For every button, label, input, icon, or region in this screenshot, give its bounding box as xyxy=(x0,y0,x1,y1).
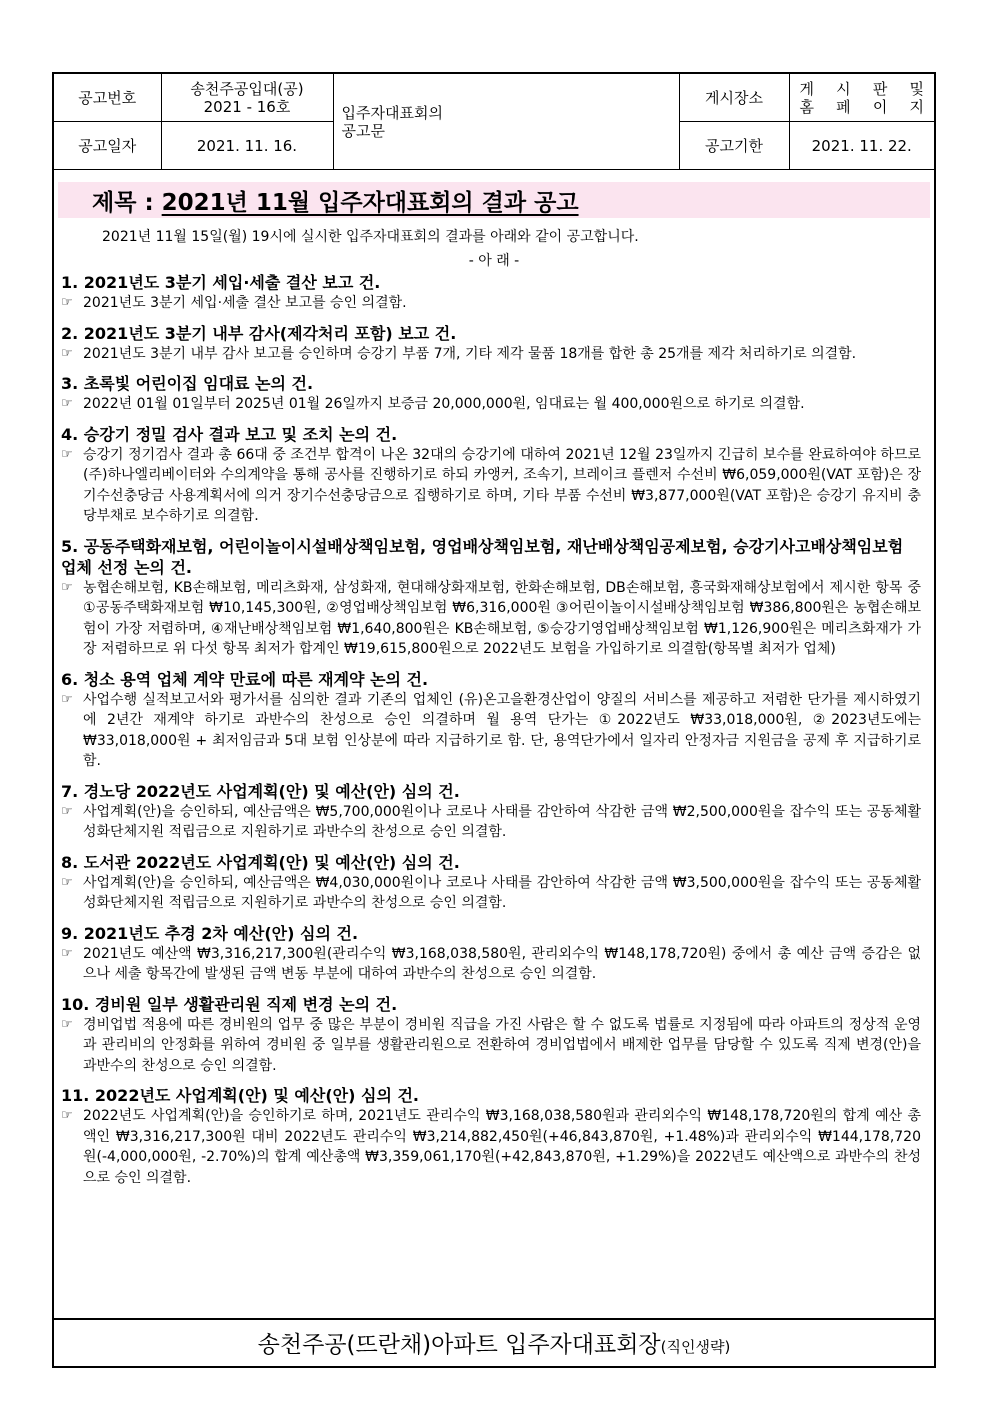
pointing-hand-icon: ☞ xyxy=(61,446,73,462)
notice-document xyxy=(52,72,936,1368)
agenda-item-title: 7. 경노당 2022년도 사업계획(안) 및 예산(안) 심의 건. xyxy=(61,781,460,801)
notice-date-label: 공고일자 xyxy=(54,122,161,170)
notice-period-label: 공고기한 xyxy=(679,122,789,170)
resolution-text: 2022년도 사업계획(안)을 승인하기로 하며, 2021년도 관리수익 ₩3,168,038,580원과 관리외수익 ₩148,178,720원의 합계 예산 총액인 ₩3,316,217,300원 대비 2022년도 관리수익 ₩3,214,882,450원(+46,843,870원, +1.48%)과 관리외수익 ₩144,178,720원(-4,000,000원, -2.70%)의 합계 예산총액 ₩3,359,061,170원(+42,843,870원, +1.29%)을 2022년도 예산액으로 과반수의 찬성으로 승인 의결함. xyxy=(83,1108,921,1186)
agenda-item-title: 2. 2021년도 3분기 내부 감사(제각처리 포함) 보고 건. xyxy=(61,323,457,343)
resolution-text: 2021년도 3분기 내부 감사 보고를 승인하며 승강기 부품 7개, 기타 제각 물품 18개를 합한 총 25개를 제각 처리하기로 의결함. xyxy=(83,345,857,362)
agenda-item xyxy=(61,923,921,985)
agenda-item-resolution xyxy=(61,578,921,660)
agenda-item xyxy=(61,781,921,843)
signature-line: 송천주공(뜨란채)아파트 입주자대표회장(직인생략) xyxy=(54,1318,934,1370)
agenda-item-resolution xyxy=(61,690,921,772)
agenda-item-title: 5. 공동주택화재보험, 어린이놀이시설배상책임보험, 영업배상책임보험, 재난배상책임공제보험, 승강기사고배상책임보험 업체 선정 논의 건. xyxy=(61,536,904,577)
agenda-item xyxy=(61,669,921,772)
agenda-item-title: 11. 2022년도 사업계획(안) 및 예산(안) 심의 건. xyxy=(61,1086,420,1105)
below-marker: - 아 래 - xyxy=(468,253,520,269)
agenda-item-resolution xyxy=(61,944,921,985)
agenda-item-title: 10. 경비원 일부 생활관리원 직제 변경 논의 건. xyxy=(61,994,398,1014)
resolution-text: 경비업법 적용에 따른 경비원의 업무 중 많은 부분이 경비원 직급을 가진 사람은 할 수 없도록 법률로 지정됨에 따라 아파트의 정상적 운영과 관리비의 안정화를 위하여 경비원 중 일부를 생활관리원으로 전환하여 경비업법에서 배제한 업무를 담당할 수 있도록 직제 변경(안)을 과반수의 찬성으로 승인 의결함. xyxy=(83,1016,921,1074)
posting-place-value: 게 시 판 및 홈 페 이 지 xyxy=(789,74,934,122)
resolution-text: 승강기 정기검사 결과 총 66대 중 조건부 합격이 나온 32대의 승강기에 대하여 2021년 12월 23일까지 긴급히 보수를 완료하여야 하므로 (주)하나엘리베이터와 수의계약을 통해 공사를 진행하기로 하되 카앵커, 조속기, 브레이크 플렌저 수선비 ₩6,059,000원(VAT 포함)은 장기수선충당금 사용계획서에 의거 장기수선충당금으로 집행하기로 하며, 기타 부품 수선비 ₩3,877,000원(VAT 포함)은 승강기 유지비 충당부채로 보수하기로 의결함. xyxy=(83,446,921,524)
agenda-item-resolution xyxy=(61,445,921,527)
agenda-item-title: 4. 승강기 정밀 검사 결과 보고 및 조치 논의 건. xyxy=(61,424,398,444)
document-title: 입주자대표회의 공고문 xyxy=(333,74,679,170)
resolution-text: 2021년도 3분기 세입·세출 결산 보고를 승인 의결함. xyxy=(83,295,407,311)
pointing-hand-icon: ☞ xyxy=(61,396,73,411)
agenda-item xyxy=(61,272,921,314)
posting-place-label: 게시장소 xyxy=(679,74,789,122)
agenda-item-resolution xyxy=(61,293,921,314)
agenda-item xyxy=(61,852,921,914)
agenda-item-title: 6. 청소 용역 업체 계약 만료에 따른 재계약 논의 건. xyxy=(61,669,429,689)
agenda-item-title: 8. 도서관 2022년도 사업계획(안) 및 예산(안) 심의 건. xyxy=(61,852,460,872)
agenda-item-title: 1. 2021년도 3분기 세입·세출 결산 보고 건. xyxy=(61,273,381,292)
notice-date-value: 2021. 11. 16. xyxy=(161,122,333,170)
pointing-hand-icon: ☞ xyxy=(61,579,73,595)
notice-number-value: 송천주공입대(공) 2021 - 16호 xyxy=(161,74,333,122)
agenda-item-resolution xyxy=(61,344,921,365)
agenda-item-resolution xyxy=(61,394,921,415)
agenda-list xyxy=(61,272,921,1197)
agenda-item-title: 3. 초록빛 어린이집 임대료 논의 건. xyxy=(61,374,314,393)
pointing-hand-icon: ☞ xyxy=(61,1108,73,1123)
pointing-hand-icon: ☞ xyxy=(61,803,73,819)
resolution-text: 2021년도 예산액 ₩3,316,217,300원(관리수익 ₩3,168,038,580원, 관리외수익 ₩148,178,720원) 중에서 총 예산 금액 증감은 없으나 세출 항목간에 발생된 금액 변동 부분에 대하여 과반수의 찬성으로 승인 의결함. xyxy=(83,945,921,982)
pointing-hand-icon: ☞ xyxy=(61,295,73,310)
notice-period-value: 2021. 11. 22. xyxy=(789,122,934,170)
intro-text: 2021년 11월 15일(월) 19시에 실시한 입주자대표회의 결과를 아래와 같이 공고합니다. xyxy=(102,229,639,245)
subject-bar xyxy=(58,182,930,218)
resolution-text: 사업수행 실적보고서와 평가서를 심의한 결과 기존의 업체인 (유)온고을환경산업이 양질의 서비스를 제공하고 저렴한 단가를 제시하였기에 2년간 재계약 하기로 과반수의 찬성으로 승인 의결하며 월 용역 단가는 ①2022년도 ₩33,018,000원, ②2023년도에는 ₩33,018,000원 + 최저임금과 5대 보험 인상분에 따라 지급하기로 함. 단, 용역단가에서 일자리 안정자금 지원금을 공제 후 지급하기로 함. xyxy=(83,691,921,769)
header-table xyxy=(54,74,934,170)
agenda-item-resolution xyxy=(61,1015,921,1077)
resolution-text: 농협손해보험, KB손해보험, 메리츠화재, 삼성화재, 현대해상화재보험, 한화손해보험, DB손해보험, 흥국화재해상보험에서 제시한 항목 중 ①공동주택화재보험 ₩10,145,300원, ②영업배상책임보험 ₩6,316,000원 ③어린이놀이시설배상책임보험 ₩386,800원은 농협손해보험이 가장 저렴하며, ④재난배상책임보험 ₩1,640,800원은 KB손해보험, ⑤승강기영업배상책임보험 ₩1,126,900원은 메리츠화재가 가장 저렴하므로 위 다섯 항목 최저가 합계인 ₩19,615,800원으로 2022년도 보험을 가입하기로 의결함(항목별 최저가 업체) xyxy=(83,579,921,657)
notice-number-label: 공고번호 xyxy=(54,74,161,122)
resolution-text: 2022년 01월 01일부터 2025년 01월 26일까지 보증금 20,000,000원, 임대료는 월 400,000원으로 하기로 의결함. xyxy=(83,396,805,412)
agenda-item-resolution xyxy=(61,873,921,914)
resolution-text: 사업계획(안)을 승인하되, 예산금액은 ₩5,700,000원이나 코로나 사태를 감안하여 삭감한 금액 ₩2,500,000원을 잡수익 또는 공동체활성화단체지원 적립금으로 지원하기로 과반수의 찬성으로 승인 의결함. xyxy=(83,803,921,840)
agenda-item-title: 9. 2021년도 추경 2차 예산(안) 심의 건. xyxy=(61,923,359,943)
pointing-hand-icon: ☞ xyxy=(61,345,73,361)
agenda-item xyxy=(61,323,921,365)
agenda-item xyxy=(61,424,921,527)
agenda-item xyxy=(61,994,921,1077)
agenda-item-resolution xyxy=(61,802,921,843)
pointing-hand-icon: ☞ xyxy=(61,691,73,707)
subject-title: 제목 : 2021년 11월 입주자대표회의 결과 공고 xyxy=(92,190,579,216)
resolution-text: 사업계획(안)을 승인하되, 예산금액은 ₩4,030,000원이나 코로나 사태를 감안하여 삭감한 금액 ₩3,500,000원을 잡수익 또는 공동체활성화단체지원 적립금으로 지원하기로 과반수의 찬성으로 승인 의결함. xyxy=(83,874,921,911)
agenda-item-resolution xyxy=(61,1106,921,1188)
agenda-item xyxy=(61,536,921,660)
pointing-hand-icon: ☞ xyxy=(61,874,73,890)
agenda-item xyxy=(61,373,921,415)
pointing-hand-icon: ☞ xyxy=(61,1016,73,1032)
pointing-hand-icon: ☞ xyxy=(61,945,73,961)
agenda-item xyxy=(61,1085,921,1188)
